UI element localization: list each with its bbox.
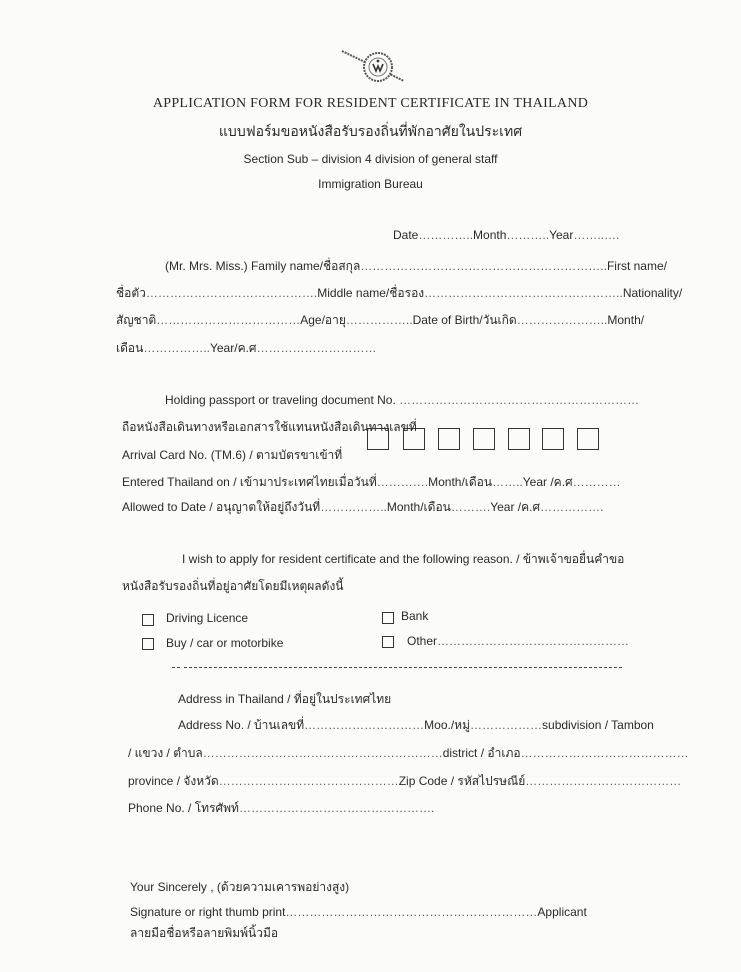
option-driving-licence-label: Driving Licence	[166, 611, 249, 625]
reason-intro-th: หนังสือรับรองถิ่นที่อยู่อาศัยโดยมีเหตุผลดังนี้	[122, 579, 344, 593]
allowed-year-field[interactable]: …………….	[540, 500, 604, 514]
arrival-card-digit-3[interactable]	[438, 428, 460, 450]
allowed-month-label: Month/เดือน	[386, 500, 451, 514]
passport-label: Holding passport or traveling document No.	[165, 393, 396, 407]
phone-field[interactable]: ………………………………………….	[238, 801, 435, 815]
family-name-row	[165, 257, 667, 276]
allowed-row	[122, 498, 603, 517]
tambon-district-row	[128, 744, 689, 763]
allowed-label: Allowed to Date / อนุญาตให้อยู่ถึงวันที่	[122, 500, 321, 514]
form-title-th: แบบฟอร์มขอหนังสือรับรองถิ่นที่พักอาศัยในประเทศ	[218, 123, 523, 139]
arrival-card-digit-6[interactable]	[542, 428, 564, 450]
month-field[interactable]: ………..	[506, 228, 550, 242]
applicant-label: Applicant	[537, 905, 587, 919]
checkbox-driving-licence[interactable]	[142, 614, 154, 626]
signature-row	[130, 905, 587, 919]
option-bank-label: Bank	[401, 609, 429, 623]
date-label: Date	[393, 228, 419, 242]
date-field[interactable]: …………..	[418, 228, 474, 242]
entered-row	[122, 473, 621, 492]
dob-month-field[interactable]: ……………..	[143, 341, 210, 355]
zip-label: Zip Code / รหัสไปรษณีย์	[398, 774, 526, 788]
first-name-th-label: ชื่อตัว	[116, 286, 146, 300]
family-name-field[interactable]: ……………………………………………………..	[360, 259, 607, 273]
middle-name-label: Middle name/ชื่อรอง	[317, 286, 425, 300]
passport-th-label: ถือหนังสือเดินทางหรือเอกสารใช้แทนหนังสือเดินทางเลขที่	[122, 420, 417, 434]
province-label: province / จังหวัด	[128, 774, 219, 788]
arrival-card-digit-1[interactable]	[367, 428, 389, 450]
allowed-day-field[interactable]: ……………..	[320, 500, 387, 514]
allowed-month-field[interactable]: ……….	[450, 500, 491, 514]
entered-year-field[interactable]: …………	[572, 475, 621, 489]
arrival-card-digit-2[interactable]	[403, 428, 425, 450]
arrival-card-digit-7[interactable]	[577, 428, 599, 450]
option-other-label: Other	[407, 634, 438, 648]
arrival-card-digit-5[interactable]	[508, 428, 530, 450]
divider-short	[172, 667, 180, 668]
signature-field[interactable]: ………………………………………………………	[285, 905, 538, 919]
district-label: district / อำเภอ	[442, 746, 521, 760]
address-number-field[interactable]: …………………………	[304, 718, 425, 732]
dob-month-label: Month/	[607, 313, 645, 327]
year-label: Year	[549, 228, 574, 242]
month-label: Month	[473, 228, 507, 242]
family-name-label: (Mr. Mrs. Miss.) Family name/ชื่อสกุล	[165, 259, 361, 273]
age-label: Age/อายุ	[300, 313, 346, 327]
first-middle-row	[116, 284, 682, 303]
province-zip-row	[128, 772, 681, 791]
address-number-row	[178, 716, 654, 735]
date-line	[393, 228, 619, 242]
phone-row	[128, 799, 434, 818]
passport-row	[165, 393, 639, 407]
middle-name-field[interactable]: …………………………………………..	[424, 286, 623, 300]
address-heading: Address in Thailand / ที่อยู่ในประเทศไทย	[178, 692, 392, 706]
entered-day-field[interactable]: ………….	[376, 475, 429, 489]
allowed-year-label: Year /ค.ศ	[490, 500, 541, 514]
phone-label: Phone No. / โทรศัพท์	[128, 801, 239, 815]
signature-label: Signature or right thumb print	[130, 905, 286, 919]
checkbox-bank[interactable]	[382, 612, 394, 624]
subdivision-label: subdivision / Tambon	[542, 718, 654, 732]
arrival-card-digit-4[interactable]	[473, 428, 495, 450]
reason-intro: I wish to apply for resident certificate and the following reason. / ข้าพเจ้าขอยื่นคำขอ	[182, 552, 625, 566]
form-title-en: APPLICATION FORM FOR RESIDENT CERTIFICATE IN THAILAND	[152, 96, 589, 111]
age-field[interactable]: ……………..	[345, 313, 413, 327]
dob-field[interactable]: …………………..	[516, 313, 608, 327]
entered-month-field[interactable]: ……..	[492, 475, 523, 489]
year-field[interactable]: ……..….	[573, 228, 620, 242]
checkbox-other[interactable]	[382, 636, 394, 648]
nationality-th-label: สัญชาติ	[116, 313, 157, 327]
moo-label: Moo./หมู่	[424, 718, 471, 732]
signature-th-label: ลายมือชื่อหรือลายพิมพ์นิ้วมือ	[130, 926, 279, 940]
dob-year-label: Year/ค.ศ	[209, 341, 257, 355]
section-subtitle: Section Sub – division 4 division of general staff	[243, 152, 498, 166]
nationality-field[interactable]: ………………………………	[156, 313, 301, 327]
bureau-subtitle: Immigration Bureau	[318, 177, 423, 191]
section-divider	[184, 667, 622, 668]
entered-year-label: Year /ค.ศ	[522, 475, 573, 489]
first-name-label: First name/	[606, 259, 667, 273]
other-row	[407, 634, 629, 648]
khwaeng-label: / แขวง / ตำบล	[128, 746, 203, 760]
other-reason-field[interactable]: …………………………………………	[437, 634, 630, 648]
option-buy-car-label: Buy / car or motorbike	[166, 636, 284, 650]
immigration-emblem-icon	[338, 45, 408, 85]
entered-month-label: Month/เดือน	[428, 475, 493, 489]
arrival-card-label: Arrival Card No. (TM.6) / ตามบัตรขาเข้าที่	[122, 448, 343, 462]
province-field[interactable]: ………………………………………	[218, 774, 399, 788]
district-field[interactable]: ……………………………………	[520, 746, 689, 760]
nationality-label: Nationality/	[622, 286, 683, 300]
entered-label: Entered Thailand on / เข้ามาประเทศไทยเมื่อวันที่	[122, 475, 377, 489]
month-th-label: เดือน	[116, 341, 144, 355]
checkbox-buy-car-motorbike[interactable]	[142, 638, 154, 650]
moo-field[interactable]: ………………	[470, 718, 543, 732]
nationality-age-row	[116, 311, 644, 330]
passport-field[interactable]: ……………………………………………………	[399, 393, 640, 407]
dob-year-field[interactable]: …………………………	[256, 341, 377, 355]
tambon-field[interactable]: ……………………………………………………	[202, 746, 443, 760]
first-name-field[interactable]: …………………………………….	[145, 286, 318, 300]
address-number-label: Address No. / บ้านเลขที่	[178, 718, 305, 732]
sincerely-text: Your Sincerely , (ด้วยความเคารพอย่างสูง)	[130, 880, 350, 894]
dob-label: Date of Birth/วันเกิด	[412, 313, 517, 327]
month-year-row	[116, 339, 377, 358]
zip-field[interactable]: …………………………………	[525, 774, 682, 788]
